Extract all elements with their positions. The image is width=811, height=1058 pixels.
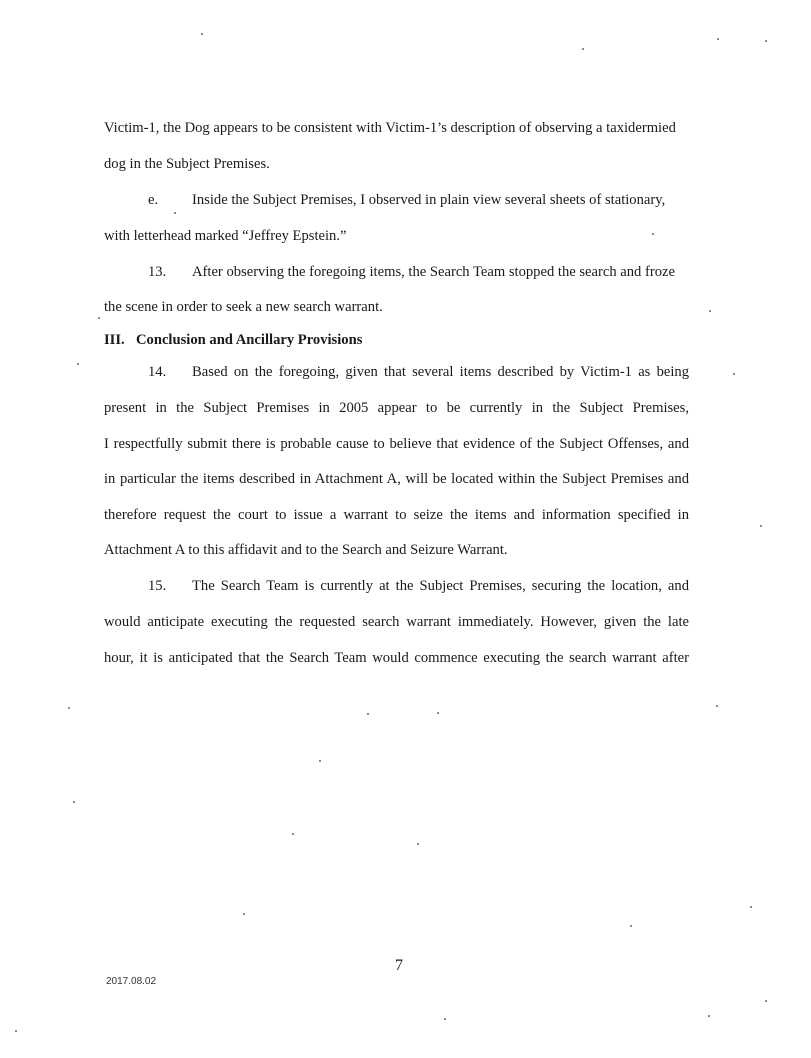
body-line: I respectfully submit there is probable cause to believe that evidence of the Subject Offenses, and bbox=[104, 436, 689, 452]
scan-speck bbox=[765, 40, 767, 42]
body-line: with letterhead marked “Jeffrey Epstein.” bbox=[104, 228, 347, 244]
section-number: III. bbox=[104, 332, 125, 348]
body-line: therefore request the court to issue a warrant to seize the items and information specified in bbox=[104, 507, 689, 523]
scan-speck bbox=[765, 1000, 767, 1002]
scan-speck bbox=[98, 317, 100, 319]
body-line: Attachment A to this affidavit and to the Search and Seizure Warrant. bbox=[104, 542, 508, 558]
scan-speck bbox=[708, 1015, 710, 1017]
paragraph-text: The Search Team is currently at the Subject Premises, securing the location, and bbox=[192, 578, 689, 594]
paragraph-15-line bbox=[104, 577, 689, 595]
scan-speck bbox=[243, 913, 245, 915]
scan-speck bbox=[582, 48, 584, 50]
body-line: present in the Subject Premises in 2005 appear to be currently in the Subject Premises, bbox=[104, 400, 689, 416]
paragraph-text: After observing the foregoing items, the Search Team stopped the search and froze bbox=[192, 264, 675, 280]
body-line: would anticipate executing the requested search warrant immediately. However, given the late bbox=[104, 614, 689, 630]
scan-speck bbox=[417, 843, 419, 845]
item-e-label: e. bbox=[148, 192, 159, 208]
scan-speck bbox=[652, 233, 654, 235]
scan-speck bbox=[367, 713, 369, 715]
scan-speck bbox=[760, 525, 762, 527]
paragraph-13-line bbox=[104, 263, 689, 281]
scan-speck bbox=[630, 925, 632, 927]
scan-speck bbox=[319, 760, 321, 762]
scan-speck bbox=[437, 712, 439, 714]
scan-speck bbox=[750, 906, 752, 908]
body-line: Victim-1, the Dog appears to be consistent with Victim-1’s description of observing a taxidermied bbox=[104, 120, 676, 136]
body-line: in particular the items described in Attachment A, will be located within the Subject Premises and bbox=[104, 471, 689, 487]
scan-speck bbox=[733, 373, 735, 375]
scan-speck bbox=[444, 1018, 446, 1020]
scan-speck bbox=[717, 38, 719, 40]
scan-speck bbox=[716, 705, 718, 707]
scan-speck bbox=[68, 707, 70, 709]
paragraph-text: Based on the foregoing, given that several items described by Victim-1 as being bbox=[192, 364, 689, 380]
page-number: 7 bbox=[395, 957, 403, 974]
body-line: dog in the Subject Premises. bbox=[104, 156, 270, 172]
body-line: hour, it is anticipated that the Search Team would commence executing the search warrant after bbox=[104, 650, 689, 666]
scan-speck bbox=[709, 310, 711, 312]
scan-speck bbox=[15, 1030, 17, 1032]
scan-speck bbox=[174, 212, 176, 214]
paragraph-number: 15. bbox=[148, 578, 167, 594]
paragraph-number: 13. bbox=[148, 264, 167, 280]
body-line: the scene in order to seek a new search warrant. bbox=[104, 299, 383, 315]
item-e-text: Inside the Subject Premises, I observed in plain view several sheets of stationary, bbox=[192, 192, 666, 208]
paragraph-14-line bbox=[104, 363, 689, 381]
paragraph-number: 14. bbox=[148, 364, 167, 380]
scan-speck bbox=[77, 363, 79, 365]
document-id: 2017.08.02 bbox=[106, 976, 157, 987]
item-e-line bbox=[104, 191, 689, 209]
scan-speck bbox=[73, 801, 75, 803]
section-title: Conclusion and Ancillary Provisions bbox=[136, 332, 363, 348]
section-heading bbox=[104, 331, 689, 349]
scan-speck bbox=[292, 833, 294, 835]
scan-speck bbox=[201, 33, 203, 35]
